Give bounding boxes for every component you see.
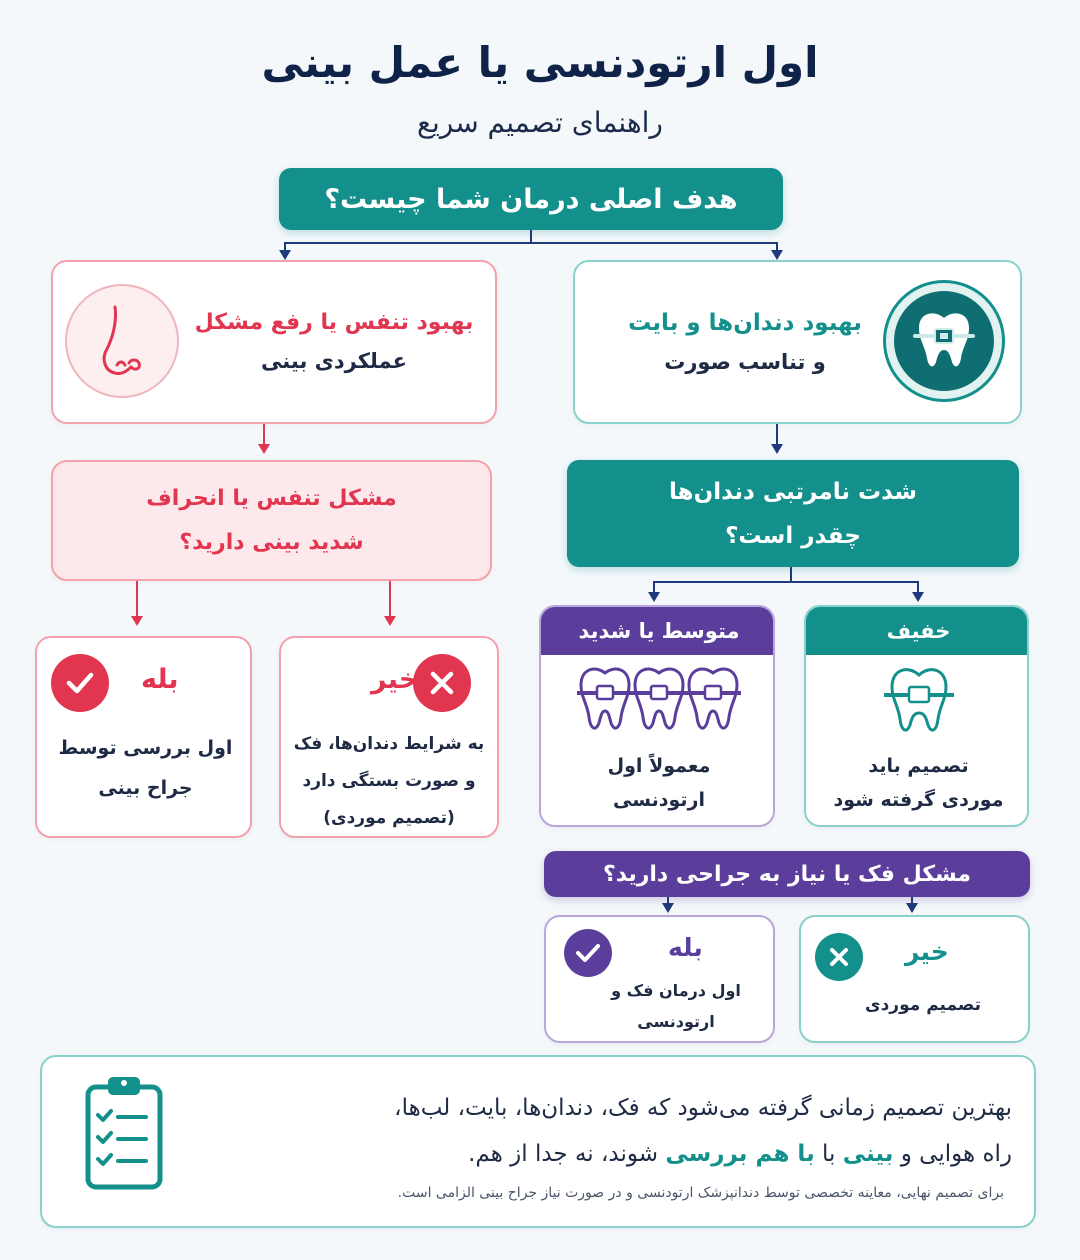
moderate-line1: معمولاً اول [607, 755, 711, 777]
nose-question-line1: مشکل تنفس یا انحراف [146, 485, 397, 511]
jaw-yes-card [544, 915, 775, 1043]
mild-line1: تصمیم باید [868, 755, 969, 777]
nose-no-card [279, 636, 499, 838]
mild-line2: موردی گرفته شود [833, 789, 1004, 811]
severity-line1: شدت نامرتبی دندان‌ها [669, 478, 917, 505]
moderate-header: متوسط یا شدید [541, 607, 775, 655]
teeth-goal-line1: بهبود دندان‌ها و بایت [628, 310, 862, 336]
severity-question-box [567, 460, 1019, 567]
nose-goal-line2: عملکردی بینی [261, 349, 407, 373]
nose-yes-card [35, 636, 252, 838]
jaw-no-line1: تصمیم موردی [865, 995, 981, 1015]
teeth-goal-line2: و تناسب صورت [664, 350, 826, 374]
nose-no-line3: (تصمیم موردی) [323, 808, 455, 828]
severity-line2: چقدر است؟ [725, 522, 861, 549]
multi-tooth-braces-icon [577, 667, 741, 739]
summary-line1: بهترین تصمیم زمانی گرفته می‌شود که فک، دندان‌ها، بایت، لب‌ها، [394, 1095, 1012, 1121]
jaw-no-card [799, 915, 1030, 1043]
nose-no-line2: و صورت بستگی دارد [302, 771, 476, 791]
nose-icon [65, 284, 179, 398]
nose-question-line2: شدید بینی دارید؟ [179, 529, 364, 555]
jaw-no-label: خیر [905, 937, 949, 966]
teeth-goal-card [573, 260, 1022, 424]
nose-no-label: خیر [371, 664, 419, 695]
summary-panel [40, 1055, 1036, 1228]
tooth-braces-icon [883, 280, 1005, 402]
main-question-text: هدف اصلی درمان شما چیست؟ [324, 183, 738, 215]
mild-header: خفیف [806, 607, 1029, 655]
summary-note: برای تصمیم نهایی، معاینه تخصصی توسط دندانپزشک ارتودنسی و در صورت نیاز جراح بینی الزامی است. [397, 1185, 1004, 1201]
cross-icon [815, 933, 863, 981]
nose-yes-line1: اول بررسی توسط [58, 737, 233, 759]
clipboard-checklist-icon [80, 1073, 168, 1193]
jaw-yes-label: بله [668, 933, 703, 962]
main-question-box [279, 168, 783, 230]
nose-question-box [51, 460, 492, 581]
jaw-yes-line2: ارتودنسی [637, 1012, 715, 1031]
jaw-question-box [544, 851, 1030, 897]
jaw-yes-line1: اول درمان فک و [611, 981, 741, 1000]
moderate-line2: ارتودنسی [613, 789, 705, 811]
nose-yes-line2: جراح بینی [98, 777, 193, 799]
mild-card [804, 605, 1029, 827]
moderate-card [539, 605, 775, 827]
single-tooth-braces-icon [884, 667, 954, 739]
jaw-question-text: مشکل فک یا نیاز به جراحی دارید؟ [602, 861, 972, 887]
check-icon [51, 654, 109, 712]
page-title: اول ارتودنسی یا عمل بینی [261, 38, 819, 87]
nose-goal-card [51, 260, 497, 424]
nose-goal-line1: بهبود تنفس یا رفع مشکل [194, 310, 474, 335]
nose-no-line1: به شرایط دندان‌ها، فک [293, 734, 485, 754]
page-subtitle: راهنمای تصمیم سریع [417, 106, 663, 139]
nose-yes-label: بله [141, 664, 179, 695]
summary-line2: راه هوایی و بینی با با هم بررسی شوند، نه جدا از هم. [468, 1141, 1012, 1167]
cross-icon [413, 654, 471, 712]
check-icon [564, 929, 612, 977]
